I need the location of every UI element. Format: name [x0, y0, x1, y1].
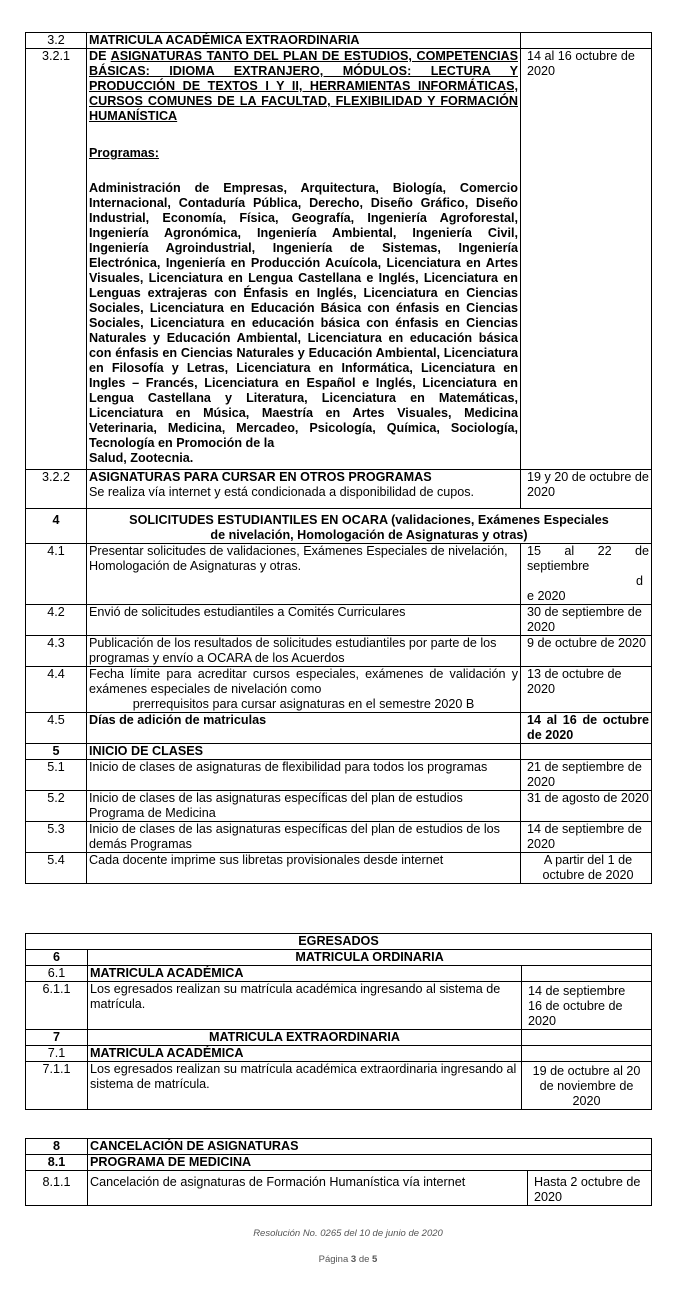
table-row: [26, 934, 652, 950]
row-number: 4.1: [26, 544, 87, 605]
row-date: 9 de octubre de 2020: [521, 636, 652, 667]
row-number: 8.1.1: [26, 1171, 88, 1206]
row-description: Cancelación de asignaturas de Formación Humanística vía internet: [88, 1171, 528, 1206]
programs-list-end: Salud, Zootecnia.: [89, 451, 194, 465]
row-description: Presentar solicitudes de validaciones, Exámenes Especiales de nivelación, Homologación de Asignaturas y otras.: [87, 544, 521, 605]
row-date: 14 de septiembre de 2020: [521, 822, 652, 853]
row-date: 14 de septiembre 16 de octubre de 2020: [522, 982, 652, 1030]
table-row: [26, 982, 652, 1030]
table-row: [26, 853, 652, 884]
row-description: Inicio de clases de las asignaturas específicas del plan de estudios de los demás Programas: [87, 822, 521, 853]
row-number: 6: [26, 950, 88, 966]
table-row: [26, 1171, 652, 1206]
table-row: [26, 1062, 652, 1110]
row-description: Envió de solicitudes estudiantiles a Comités Curriculares: [87, 605, 521, 636]
row-description: Los egresados realizan su matrícula académica extraordinaria ingresando al sistema de matrícula.: [88, 1062, 522, 1110]
table-row: [26, 1030, 652, 1046]
section-title: PROGRAMA DE MEDICINA: [88, 1155, 652, 1171]
row-number: 5.4: [26, 853, 87, 884]
table-row: [26, 713, 652, 744]
table-row: [26, 605, 652, 636]
row-number: 5.1: [26, 760, 87, 791]
row-number: 8: [26, 1139, 88, 1155]
row-number: 7.1: [26, 1046, 88, 1062]
row-description: Fecha límite para acreditar cursos especiales, exámenes de validación y exámenes especiales de nivelación como prerrequisitos para cursar asignaturas en el semestre 2020 B: [87, 667, 521, 713]
table-row: [26, 667, 652, 713]
schedule-table-graduates: [25, 933, 652, 1110]
schedule-table-students: [25, 32, 652, 884]
row-number: 4.2: [26, 605, 87, 636]
table-row: [26, 760, 652, 791]
table-header: EGRESADOS: [26, 934, 652, 950]
row-description: ASIGNATURAS PARA CURSAR EN OTROS PROGRAMAS Se realiza vía internet y está condicionada a disponibilidad de cupos.: [87, 470, 521, 509]
row-number: 5.3: [26, 822, 87, 853]
row-description: Inicio de clases de asignaturas de flexibilidad para todos los programas: [87, 760, 521, 791]
row-date: 21 de septiembre de 2020: [521, 760, 652, 791]
table-row: [26, 470, 652, 509]
row-number: 4.5: [26, 713, 87, 744]
row-date: 13 de octubre de 2020: [521, 667, 652, 713]
section-title: CANCELACIÓN DE ASIGNATURAS: [88, 1139, 652, 1155]
row-description: Los egresados realizan su matrícula académica ingresando al sistema de matrícula.: [88, 982, 522, 1030]
row-description: Días de adición de matriculas: [87, 713, 521, 744]
row-date: [522, 966, 652, 982]
row-date: 19 de octubre al 20 de noviembre de 2020: [522, 1062, 652, 1110]
schedule-table-cancellation: [25, 1138, 652, 1206]
row-number: 6.1: [26, 966, 88, 982]
table-row: [26, 49, 652, 470]
row-description: Inicio de clases de las asignaturas específicas del plan de estudios Programa de Medicina: [87, 791, 521, 822]
row-number: 3.2.1: [26, 49, 87, 470]
row-date: 31 de agosto de 2020: [521, 791, 652, 822]
table-row: [26, 33, 652, 49]
table-row: [26, 744, 652, 760]
row-description: Cada docente imprime sus libretas provisionales desde internet: [87, 853, 521, 884]
table-row: [26, 1155, 652, 1171]
table-row: [26, 509, 652, 544]
row-number: 3.2.2: [26, 470, 87, 509]
row-date: [521, 744, 652, 760]
row-number: 7: [26, 1030, 88, 1046]
resolution-footer: Resolución No. 0265 del 10 de junio de 2020: [253, 1228, 443, 1239]
section-title: MATRICULA EXTRAORDINARIA: [88, 1030, 522, 1046]
section-title: MATRICULA ACADÉMICA: [88, 966, 522, 982]
programs-list: Administración de Empresas, Arquitectura, Biología, Comercio Internacional, Contaduría Pública, Derecho, Diseño Gráfico, Diseño Industrial, Economía, Física, Geografía, Ingeniería Agroforestal, Ingeniería Agronómica, Ingeniería Ambiental, Ingeniería Civil, Ingeniería Agroindustrial, Ingeniería de Sistemas, Ingeniería Electrónica, Ingeniería en Producción Acuícola, Licenciatura en Artes Visuales, Licenciatura en Lengua Castellana e Inglés, Licenciatura en Lenguas extrajeras con Énfasis en Inglés, Licenciatura en Ciencias Sociales, Licenciatura en Educación Básica con énfasis en Ciencias Sociales, Licenciatura en educación básica con énfasis en Ciencias Naturales y Educación Ambiental, Licenciatura en educación básica con énfasis en Ciencias Naturales y Educación Ambiental, Licenciatura en Filosofía y Letras, Licenciatura en Informática, Licenciatura en Ingles – Francés, Licenciatura en Español e Inglés, Licenciatura en Lengua Castellana y Literatura, Licenciatura en Matemáticas, Licenciatura en Música, Maestría en Artes Visuales, Medicina Veterinaria, Medicina, Mercadeo, Psicología, Química, Sociología, Tecnología en Promoción de la: [89, 181, 518, 450]
programs-label: Programas:: [89, 146, 159, 160]
row-date: Hasta 2 octubre de 2020: [528, 1171, 652, 1206]
row-date: 14 al 16 de octubre de 2020: [521, 713, 652, 744]
row-date: 19 y 20 de octubre de 2020: [521, 470, 652, 509]
row-date: [521, 33, 652, 49]
row-number: 3.2: [26, 33, 87, 49]
section-title: MATRICULA ACADÉMICA EXTRAORDINARIA: [87, 33, 521, 49]
section-title: INICIO DE CLASES: [87, 744, 521, 760]
row-date: 14 al 16 octubre de 2020: [521, 49, 652, 470]
row-number: 7.1.1: [26, 1062, 88, 1110]
row-number: 4.3: [26, 636, 87, 667]
row-number: 8.1: [26, 1155, 88, 1171]
row-number: 5: [26, 744, 87, 760]
row-date: A partir del 1 de octubre de 2020: [521, 853, 652, 884]
row-date: 15 al 22 de septiembre d e 2020: [521, 544, 652, 605]
row-date: [522, 1046, 652, 1062]
table-row: [26, 1046, 652, 1062]
table-row: [26, 966, 652, 982]
table-row: [26, 544, 652, 605]
row-description: [87, 49, 521, 470]
row-number: 6.1.1: [26, 982, 88, 1030]
row-number: 4: [26, 509, 87, 544]
row-date: 30 de septiembre de 2020: [521, 605, 652, 636]
section-title: MATRICULA ACADÉMICA: [88, 1046, 522, 1062]
row-number: 5.2: [26, 791, 87, 822]
page-number: Página 3 de 5: [318, 1254, 378, 1265]
section-title: MATRICULA ORDINARIA: [88, 950, 652, 966]
row-number: 4.4: [26, 667, 87, 713]
row-description: Publicación de los resultados de solicitudes estudiantiles por parte de los programas y envío a OCARA de los Acuerdos: [87, 636, 521, 667]
table-row: [26, 950, 652, 966]
table-row: [26, 791, 652, 822]
subjects-heading: DE ASIGNATURAS TANTO DEL PLAN DE ESTUDIOS, COMPETENCIAS BÁSICAS: IDIOMA EXTRANJERO, MÓDULOS: LECTURA Y PRODUCCIÓN DE TEXTOS I Y II, HERRAMIENTAS INFORMÁTICAS, CURSOS COMUNES DE LA FACULTAD, FLEXIBILIDAD Y FORMACIÓN HUMANÍSTICA: [89, 49, 518, 123]
table-row: [26, 1139, 652, 1155]
row-date: [522, 1030, 652, 1046]
table-row: [26, 636, 652, 667]
table-row: [26, 822, 652, 853]
section-title: SOLICITUDES ESTUDIANTILES EN OCARA (validaciones, Exámenes Especiales de nivelación, Homologación de Asignaturas y otras): [87, 509, 652, 544]
